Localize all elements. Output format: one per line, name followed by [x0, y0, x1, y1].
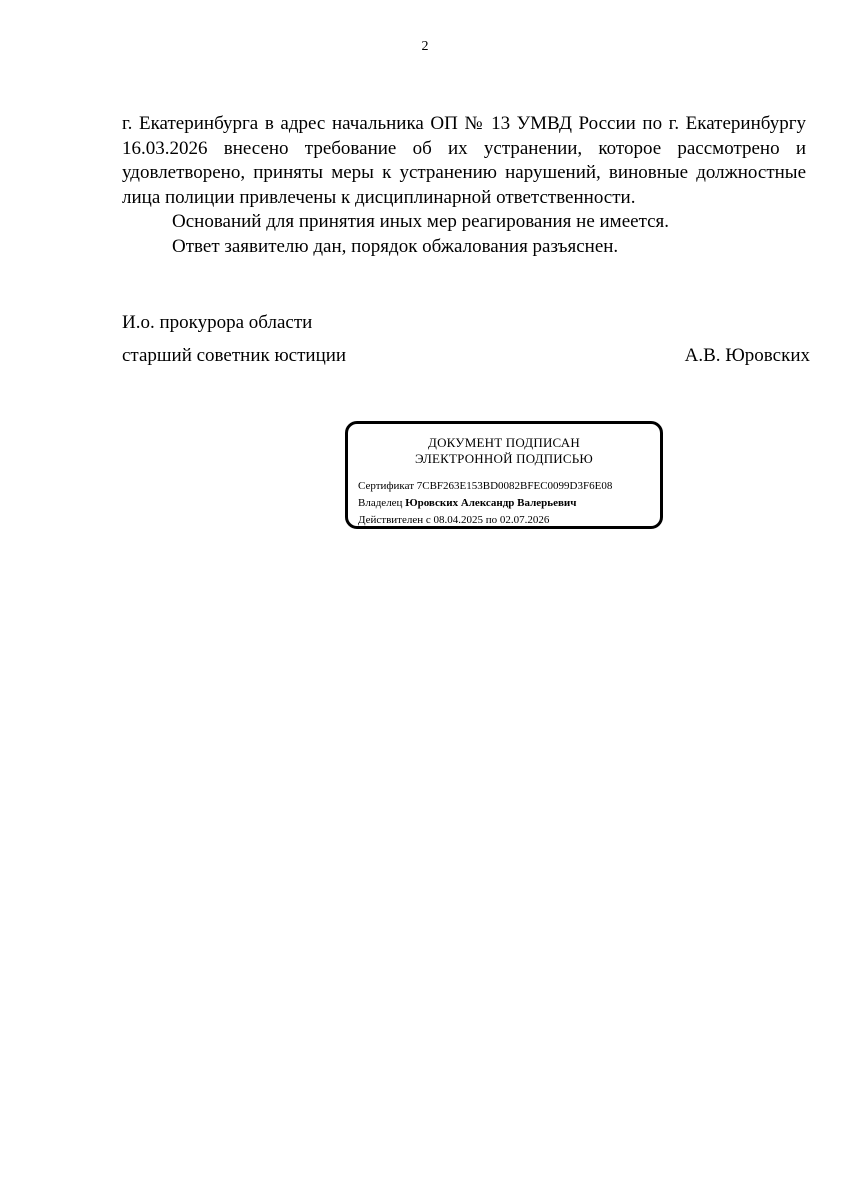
- valid-from-label: Действителен с: [358, 514, 431, 526]
- owner-value: Юровских Александр Валерьевич: [405, 497, 577, 509]
- stamp-header-line1: ДОКУМЕНТ ПОДПИСАН: [428, 435, 580, 450]
- certificate-value: 7CBF263E153BD0082BFEC0099D3F6E08: [416, 480, 613, 492]
- stamp-details: [358, 478, 658, 529]
- paragraph-no-other-measures: Оснований для принятия иных мер реагирования не имеется.: [172, 211, 670, 232]
- stamp-validity-line: [358, 512, 658, 529]
- certificate-label: Сертификат: [358, 480, 414, 492]
- page-number: 2: [421, 39, 429, 54]
- signer-position: И.о. прокурора области: [122, 312, 313, 333]
- stamp-header-line2: ЭЛЕКТРОННОЙ ПОДПИСЬЮ: [415, 451, 593, 466]
- signer-name: А.В. Юровских: [684, 345, 810, 366]
- electronic-signature-stamp: [345, 421, 663, 529]
- stamp-header: [348, 435, 660, 467]
- signer-rank-row: [122, 344, 810, 368]
- valid-to-label: по: [485, 514, 498, 526]
- stamp-owner-line: [358, 495, 658, 512]
- valid-from-value: 08.04.2025: [433, 514, 484, 526]
- stamp-certificate-line: [358, 478, 658, 495]
- owner-label: Владелец: [358, 497, 403, 509]
- paragraph-answer-given: Ответ заявителю дан, порядок обжалования разъяснен.: [172, 235, 619, 257]
- valid-to-value: 02.07.2026: [499, 514, 550, 526]
- letter-body: [122, 112, 806, 259]
- signer-rank: старший советник юстиции: [122, 345, 347, 366]
- paragraph-violation-response: г. Екатеринбурга в адрес начальника ОП № 13 УМВД России по г. Екатеринбургу 16.03.2026 внесено требование об их устранении, которое рассмотрено и удовлетворено, приняты меры к устранению нарушений, виновные должностные лица полиции привлечены к дисциплинарной ответственности.: [122, 113, 806, 208]
